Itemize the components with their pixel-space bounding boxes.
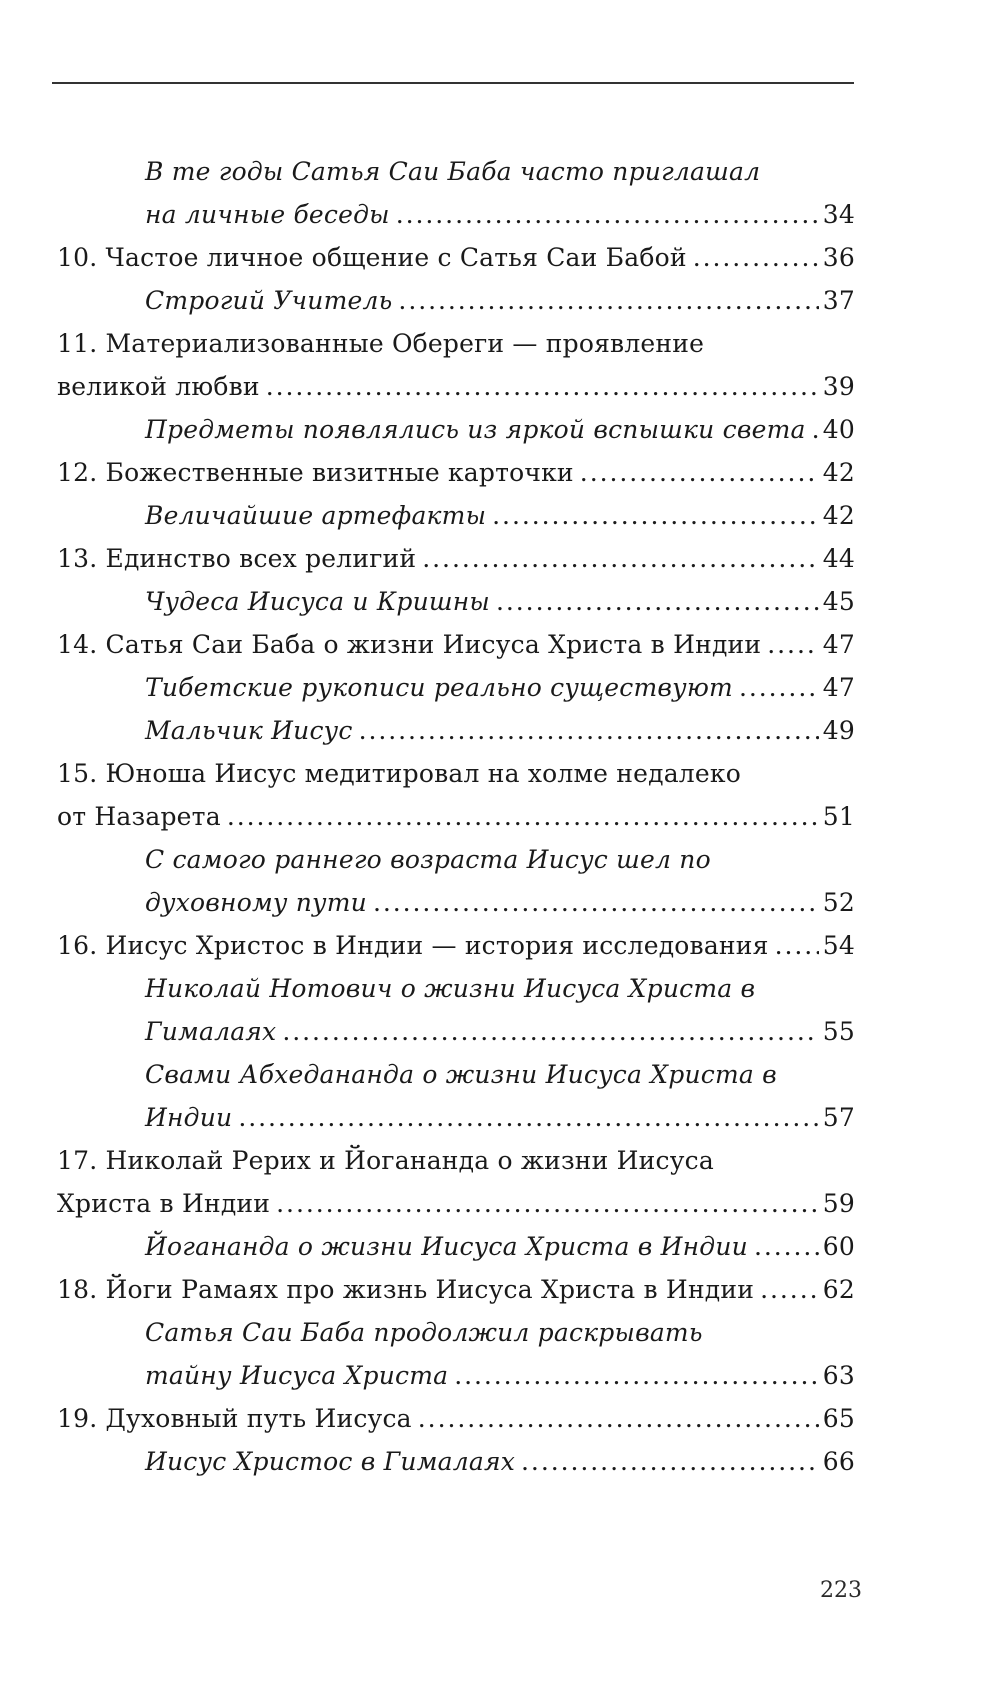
toc-subentry [57, 1440, 855, 1483]
toc-entry [57, 623, 855, 666]
dot-leader [276, 1182, 819, 1225]
toc-page-number: 36 [822, 243, 855, 272]
toc-page-number: 55 [822, 1017, 855, 1046]
toc-subentry [57, 494, 855, 537]
dot-leader [266, 365, 819, 408]
toc-entry [57, 451, 855, 494]
dot-leader [418, 1397, 819, 1440]
dot-leader [422, 537, 819, 580]
toc-entry-title: Индии [145, 1103, 233, 1132]
toc-page-number: 47 [822, 630, 855, 659]
toc-page-number: 34 [822, 200, 855, 229]
dot-leader [496, 580, 819, 623]
toc-subentry [57, 1225, 855, 1268]
dot-leader [775, 924, 819, 967]
toc-page-number: 57 [822, 1103, 855, 1132]
toc-entry-title: великой любви [57, 372, 260, 401]
toc-subentry [57, 1354, 855, 1397]
toc-entry-title: Величайшие артефакты [145, 501, 487, 530]
dot-leader [454, 1354, 819, 1397]
dot-leader [282, 1010, 818, 1053]
toc-page-number: 39 [822, 372, 855, 401]
toc-entry-title: тайну Иисуса Христа [145, 1361, 449, 1390]
toc-subentry [57, 838, 855, 881]
toc-entry-title: Тибетские рукописи реально существуют [145, 673, 733, 702]
dot-leader [739, 666, 819, 709]
dot-leader [767, 623, 819, 666]
toc-page-number: 51 [822, 802, 855, 831]
dot-leader [359, 709, 819, 752]
toc-page-number: 42 [822, 501, 855, 530]
dot-leader [521, 1440, 819, 1483]
dot-leader [693, 236, 819, 279]
toc-page-number: 42 [822, 458, 855, 487]
dot-leader [812, 408, 819, 451]
toc-entry-title: 14. Сатья Саи Баба о жизни Иисуса Христа в Индии [57, 630, 762, 659]
toc-entry [57, 236, 855, 279]
dot-leader [398, 279, 818, 322]
toc-entry-title: Мальчик Иисус [145, 716, 353, 745]
toc-subentry [57, 580, 855, 623]
toc-entry-title: В те годы Сатья Саи Баба часто приглашал [145, 157, 761, 186]
toc-entry-title: Чудеса Иисуса и Кришны [145, 587, 490, 616]
toc-entry [57, 1182, 855, 1225]
dot-leader [227, 795, 819, 838]
toc-entry-title: 12. Божественные визитные карточки [57, 458, 574, 487]
toc-subentry [57, 881, 855, 924]
toc-page-number: 37 [822, 286, 855, 315]
dot-leader [580, 451, 819, 494]
dot-leader [754, 1225, 819, 1268]
toc-subentry [57, 150, 855, 193]
dot-leader [396, 193, 819, 236]
toc-entry-title: С самого раннего возраста Иисус шел по [145, 845, 711, 874]
toc-entry-title: 15. Юноша Иисус медитировал на холме недалеко [57, 759, 741, 788]
toc-entry [57, 1139, 855, 1182]
dot-leader [760, 1268, 819, 1311]
toc-entry-title: 13. Единство всех религий [57, 544, 417, 573]
toc-page-number: 66 [822, 1447, 855, 1476]
toc-subentry [57, 1010, 855, 1053]
toc-page-number: 47 [822, 673, 855, 702]
toc-page-number: 52 [822, 888, 855, 917]
toc-subentry [57, 1311, 855, 1354]
header-rule [52, 82, 854, 84]
toc-entry [57, 1268, 855, 1311]
toc-entry-title: Гималаях [145, 1017, 277, 1046]
toc-entry-title: от Назарета [57, 802, 221, 831]
toc-entry [57, 795, 855, 838]
toc-entry-title: Свами Абхедананда о жизни Иисуса Христа в [145, 1060, 777, 1089]
toc-page-number: 62 [822, 1275, 855, 1304]
toc-subentry [57, 408, 855, 451]
page-number: 223 [820, 1578, 862, 1603]
toc-entry [57, 752, 855, 795]
toc-entry-title: духовному пути [145, 888, 367, 917]
toc-entry-title: Строгий Учитель [145, 286, 393, 315]
toc-subentry [57, 666, 855, 709]
dot-leader [238, 1096, 818, 1139]
toc-entry [57, 365, 855, 408]
toc-entry-title: Сатья Саи Баба продолжил раскрывать [145, 1318, 703, 1347]
toc-subentry [57, 1096, 855, 1139]
dot-leader [373, 881, 819, 924]
toc-subentry [57, 709, 855, 752]
toc-entry [57, 537, 855, 580]
toc-page-number: 44 [822, 544, 855, 573]
toc-entry-title: 19. Духовный путь Иисуса [57, 1404, 412, 1433]
toc-entry-title: 17. Николай Рерих и Йогананда о жизни Иисуса [57, 1146, 714, 1175]
toc-page-number: 45 [822, 587, 855, 616]
toc-entry-title: Христа в Индии [57, 1189, 271, 1218]
toc-subentry [57, 193, 855, 236]
toc-entry [57, 1397, 855, 1440]
toc-entry-title: Иисус Христос в Гималаях [145, 1447, 516, 1476]
toc-subentry [57, 1053, 855, 1096]
toc-page-number: 63 [822, 1361, 855, 1390]
toc-entry-title: 10. Частое личное общение с Сатья Саи Бабой [57, 243, 687, 272]
toc-entry [57, 924, 855, 967]
toc-page-number: 60 [822, 1232, 855, 1261]
toc-entry-title: 11. Материализованные Обереги — проявление [57, 329, 705, 358]
toc-entry-title: Предметы появлялись из яркой вспышки света [145, 415, 806, 444]
toc-page-number: 40 [822, 415, 855, 444]
toc-page-number: 49 [822, 716, 855, 745]
toc-entry-title: 16. Иисус Христос в Индии — история исследования [57, 931, 769, 960]
toc-subentry [57, 279, 855, 322]
toc-entry [57, 322, 855, 365]
toc-entry-title: Николай Нотович о жизни Иисуса Христа в [145, 974, 756, 1003]
toc-subentry [57, 967, 855, 1010]
toc-entry-title: Йогананда о жизни Иисуса Христа в Индии [145, 1232, 748, 1261]
table-of-contents [57, 150, 855, 1483]
dot-leader [492, 494, 819, 537]
toc-entry-title: 18. Йоги Рамаях про жизнь Иисуса Христа в Индии [57, 1275, 755, 1304]
toc-page-number: 54 [822, 931, 855, 960]
toc-page-number: 65 [822, 1404, 855, 1433]
toc-entry-title: на личные беседы [145, 200, 390, 229]
toc-page-number: 59 [822, 1189, 855, 1218]
